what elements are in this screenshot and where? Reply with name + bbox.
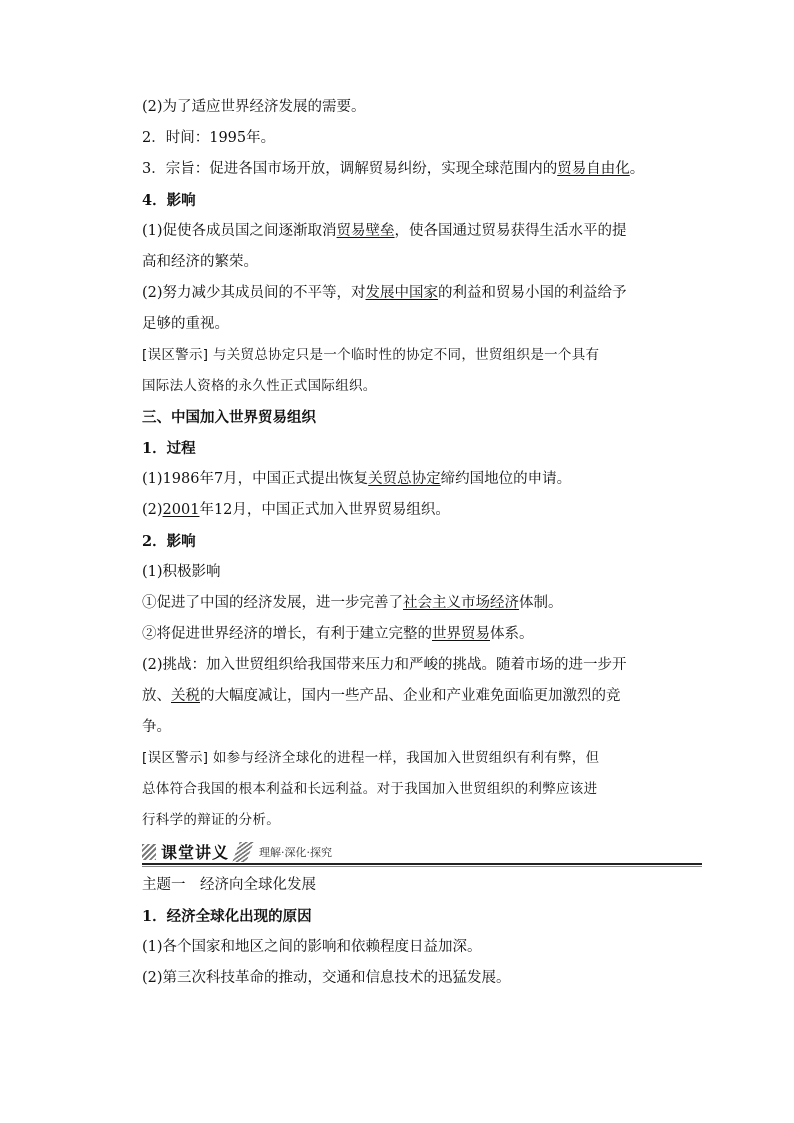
text-segment: (2)努力减少其成员间的不平等，对 <box>142 285 366 301</box>
fill-in-answer: 贸易壁垒 <box>336 223 395 239</box>
text-segment: 如参与经济全球化的进程一样，我国加入世贸组织有利有弊，但 <box>208 750 600 766</box>
text-segment: ①促进了中国的经济发展，进一步完善了 <box>142 595 403 611</box>
text-segment: (1)促使各成员国之间逐渐取消 <box>142 223 337 239</box>
text-line <box>142 963 702 994</box>
warning-note <box>142 774 702 805</box>
text-segment: 体系。 <box>490 626 534 642</box>
text-segment: 争。 <box>142 719 171 735</box>
text-line <box>142 588 702 619</box>
text-line <box>142 681 702 712</box>
text-segment: (2)挑战：加入世贸组织给我国带来压力和严峻的挑战。随着市场的进一步开 <box>142 657 627 673</box>
text-segment: 1．经济全球化出现的原因 <box>142 908 312 925</box>
text-segment: 年12月，中国正式加入世界贸易组织。 <box>199 502 450 518</box>
text-segment: 放、 <box>142 688 171 704</box>
text-segment: 足够的重视。 <box>142 316 229 332</box>
subheading <box>142 185 702 216</box>
text-segment: (1)积极影响 <box>142 564 221 580</box>
fill-in-answer: 贸易自由化 <box>557 161 630 177</box>
text-segment: 。 <box>629 161 645 177</box>
text-line <box>142 650 702 681</box>
fill-in-answer: 世界贸易 <box>432 626 490 642</box>
section-banner <box>142 836 702 870</box>
text-segment: 国际法人资格的永久性正式国际组织。 <box>142 378 377 394</box>
text-segment: 2．时间：1995年。 <box>142 130 276 146</box>
text-segment: 3．宗旨：促进各国市场开放，调解贸易纠纷，实现全球范围内的 <box>142 161 558 177</box>
text-line <box>142 154 702 185</box>
fill-in-answer: 关税 <box>171 688 200 704</box>
text-segment: 总体符合我国的根本利益和长远利益。对于我国加入世贸组织的利弊应该进 <box>142 781 598 797</box>
text-segment: (1)1986年7月，中国正式提出恢复 <box>142 471 369 487</box>
warning-note <box>142 340 702 371</box>
text-segment: (2)第三次科技革命的推动，交通和信息技术的迅猛发展。 <box>142 970 511 986</box>
fill-in-answer: 发展中国家 <box>365 285 439 301</box>
document-page <box>142 92 702 994</box>
text-segment: 缔约国地位的申请。 <box>440 471 572 487</box>
fill-in-answer: 2001 <box>162 502 200 518</box>
divider <box>142 866 702 867</box>
text-line <box>142 557 702 588</box>
text-line <box>142 712 702 743</box>
text-segment: 三、中国加入世界贸易组织 <box>142 409 316 426</box>
text-line <box>142 216 702 247</box>
text-segment: 的大幅度减让，国内一些产品、企业和产业难免面临更加激烈的竞 <box>200 688 621 704</box>
text-line <box>142 309 702 340</box>
text-segment: ②将促进世界经济的增长，有利于建立完整的 <box>142 626 432 642</box>
text-segment: 体制。 <box>519 595 563 611</box>
fill-in-answer: 社会主义市场经济 <box>403 595 519 611</box>
text-segment: 主题一 经济向全球化发展 <box>142 877 316 893</box>
section-slant-icon <box>232 842 253 862</box>
warning-note <box>142 805 702 836</box>
section-subtitle: 理解·深化·探究 <box>259 846 332 859</box>
text-segment: 的利益和贸易小国的利益给予 <box>438 285 627 301</box>
warning-tag: [误区警示] <box>142 347 209 363</box>
text-segment: 1．过程 <box>142 440 196 457</box>
divider <box>142 863 702 865</box>
text-line <box>142 278 702 309</box>
subheading <box>142 526 702 557</box>
text-segment: ，使各国通过贸易获得生活水平的提 <box>394 223 627 239</box>
text-line <box>142 495 702 526</box>
section-marker-icon <box>142 844 156 860</box>
text-line <box>142 247 702 278</box>
text-segment: (1)各个国家和地区之间的影响和依赖程度日益加深。 <box>142 939 482 955</box>
text-line <box>142 932 702 963</box>
text-line <box>142 92 702 123</box>
text-segment: 高和经济的繁荣。 <box>142 254 258 270</box>
section-title: 课堂讲义 <box>161 843 230 862</box>
topic-heading <box>142 870 702 901</box>
warning-note <box>142 743 702 774</box>
section-heading <box>142 402 702 433</box>
warning-note <box>142 371 702 402</box>
warning-tag: [误区警示] <box>142 750 209 766</box>
text-line <box>142 464 702 495</box>
text-line <box>142 123 702 154</box>
text-segment: 4．影响 <box>142 192 196 209</box>
subheading <box>142 433 702 464</box>
subheading <box>142 901 702 932</box>
fill-in-answer: 关贸总协定 <box>368 471 441 487</box>
text-segment: 行科学的辩证的分析。 <box>142 812 280 828</box>
text-segment: 2．影响 <box>142 533 196 550</box>
text-segment: (2)为了适应世界经济发展的需要。 <box>142 99 366 115</box>
text-line <box>142 619 702 650</box>
text-segment: (2) <box>142 502 163 518</box>
text-segment: 与关贸总协定只是一个临时性的协定不同，世贸组织是一个具有 <box>208 347 600 363</box>
